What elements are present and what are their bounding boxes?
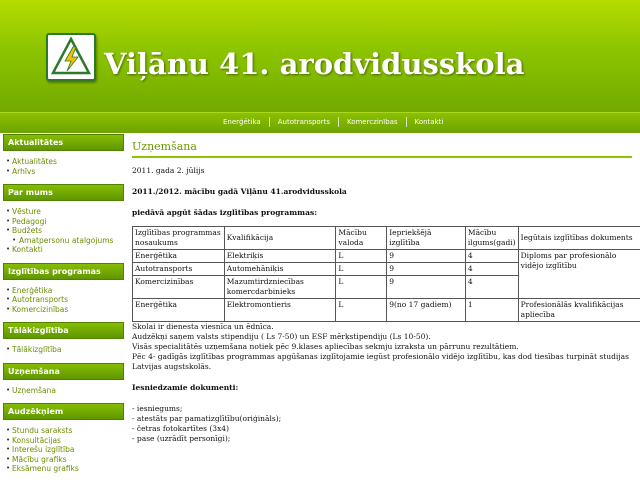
table-header-cell: Mācību valoda xyxy=(336,227,387,250)
sidebar-list-talakizglitiba xyxy=(3,339,124,363)
table-row xyxy=(133,250,640,263)
table-header-cell: Mācību ilgums(gadi) xyxy=(465,227,518,250)
sidebar xyxy=(3,134,124,482)
nav-link-autotransports[interactable]: Autotransports xyxy=(270,117,339,127)
table-cell: L xyxy=(336,250,387,263)
sidebar-link-komercizinibas[interactable]: • Komercizinības xyxy=(6,305,124,315)
sidebar-link-energetika[interactable]: • Enerģētika xyxy=(6,286,124,296)
table-cell: 1 xyxy=(465,299,518,322)
table-cell: Automehāniķis xyxy=(224,263,336,276)
table-header-cell: Iepriekšējā izglītība xyxy=(387,227,466,250)
sidebar-link-pedagogi[interactable]: • Pedagogi xyxy=(6,217,124,227)
table-cell: 4 xyxy=(465,250,518,263)
sidebar-link-autotransports[interactable]: • Autotransports xyxy=(6,295,124,305)
table-header-cell: Iegūtais izglītības dokuments xyxy=(518,227,640,250)
programs-table xyxy=(132,226,640,322)
site-title: Viļānu 41. arodvidusskola xyxy=(104,47,524,81)
info-paragraph: Skolai ir dienesta viesnīca un ēdnīca. xyxy=(132,322,632,332)
table-cell-document: Diploms par profesionālo vidējo izglītību xyxy=(518,250,640,299)
table-header-row xyxy=(133,227,640,250)
table-cell: Elektromontieris xyxy=(224,299,336,322)
sidebar-heading-izglitibas-programas: Izglītības programas xyxy=(3,263,124,280)
document-item: - pase (uzrādīt personīgi); xyxy=(132,434,632,444)
table-cell: Mazumtirdzniecības komercdarbinieks xyxy=(224,276,336,299)
info-paragraph: Audzēkņi saņem valsts stipendiju ( Ls 7-50) un ESF mērķstipendiju (Ls 10-50). xyxy=(132,332,632,342)
sidebar-link-aktualitates[interactable]: • Aktualitātes xyxy=(6,157,124,167)
table-cell: Komercizinības xyxy=(133,276,225,299)
sidebar-heading-aktualitates: Aktualitātes xyxy=(3,134,124,151)
sidebar-heading-uznemsana: Uzņemšana xyxy=(3,363,124,380)
info-paragraph: Visās specialitātēs uzņemšana notiek pēc 9.klases apliecības sekmju izraksta un pārrunu rezultātiem. xyxy=(132,342,632,352)
sidebar-link-stundu-saraksts[interactable]: • Stundu saraksts xyxy=(6,426,124,436)
table-cell: L xyxy=(336,299,387,322)
table-cell: Profesionālās kvalifikācijas apliecība xyxy=(518,299,640,322)
document-item: - četras fotokartītes (3x4) xyxy=(132,424,632,434)
sidebar-link-vesture[interactable]: • Vēsture xyxy=(6,207,124,217)
sidebar-heading-talakizglitiba: Tālākizglītība xyxy=(3,322,124,339)
page-title: Uzņemšana xyxy=(132,140,632,158)
sidebar-list-aktualitates xyxy=(3,151,124,184)
table-header-cell: Kvalifikācija xyxy=(224,227,336,250)
document-item: - atestāts par pamatizglītību(oriģināls); xyxy=(132,414,632,424)
sidebar-list-uznemsana xyxy=(3,380,124,404)
sidebar-list-programas xyxy=(3,280,124,323)
sidebar-link-amatpersonu-atalgojums[interactable]: • Amatpersonu atalgojums xyxy=(6,236,124,246)
logo-emblem-icon xyxy=(48,35,94,79)
nav-link-komercizinibas[interactable]: Komerczinības xyxy=(339,117,407,127)
table-cell: L xyxy=(336,276,387,299)
table-cell: Elektriķis xyxy=(224,250,336,263)
sidebar-link-budzets[interactable]: • Budžets xyxy=(6,226,124,236)
table-cell: Autotransports xyxy=(133,263,225,276)
table-cell: 4 xyxy=(465,276,518,299)
sidebar-heading-par-mums: Par mums xyxy=(3,184,124,201)
table-cell: Enerģētika xyxy=(133,299,225,322)
table-cell: 9 xyxy=(387,276,466,299)
table-cell: Enerģētika xyxy=(133,250,225,263)
sidebar-list-audzekniem xyxy=(3,420,124,482)
sidebar-link-eksamenu-grafiks[interactable]: • Eksāmenu grafiks xyxy=(6,464,124,474)
sidebar-link-arhivs[interactable]: • Arhīvs xyxy=(6,167,124,177)
sidebar-heading-audzekniem: Audzēkņiem xyxy=(3,403,124,420)
table-row xyxy=(133,299,640,322)
school-logo[interactable] xyxy=(46,33,96,81)
table-cell: 9(no 17 gadiem) xyxy=(387,299,466,322)
table-header-cell: Izglītības programmas nosaukums xyxy=(133,227,225,250)
intro-heading: 2011./2012. mācību gadā Viļānu 41.arodvidusskola xyxy=(132,187,632,197)
site-header xyxy=(0,0,640,112)
sidebar-link-konsultacijas[interactable]: • Konsultācijas xyxy=(6,436,124,446)
nav-link-kontakti[interactable]: Kontakti xyxy=(407,117,452,127)
document-item: - iesniegums; xyxy=(132,404,632,414)
sidebar-list-par-mums xyxy=(3,201,124,263)
table-cell: 9 xyxy=(387,250,466,263)
table-cell: 4 xyxy=(465,263,518,276)
main-content xyxy=(132,140,632,444)
sidebar-link-macibu-grafiks[interactable]: • Mācību grafiks xyxy=(6,455,124,465)
info-paragraph: Pēc 4- gadīgās izglītības programmas apgūšanas izglītojamie iegūst profesionālo vidējo izglītību, kas dod tiesības turpināt studijas Latvijas augstskolās. xyxy=(132,352,632,372)
sidebar-link-interesu-izglitiba[interactable]: • Interešu izglītība xyxy=(6,445,124,455)
publish-date: 2011. gada 2. jūlijs xyxy=(132,166,632,176)
nav-link-energetika[interactable]: Enerģētika xyxy=(215,117,270,127)
sidebar-link-talakizglitiba[interactable]: • Tālākizglītība xyxy=(6,345,124,355)
sidebar-link-uznemsana[interactable]: • Uzņemšana xyxy=(6,386,124,396)
table-cell: 9 xyxy=(387,263,466,276)
documents-heading: Iesniedzamie dokumenti: xyxy=(132,383,632,393)
top-navigation xyxy=(0,112,640,133)
intro-subheading: piedāvā apgūt šādas izglītības programmas: xyxy=(132,208,632,218)
sidebar-link-kontakti[interactable]: • Kontakti xyxy=(6,245,124,255)
table-cell: L xyxy=(336,263,387,276)
